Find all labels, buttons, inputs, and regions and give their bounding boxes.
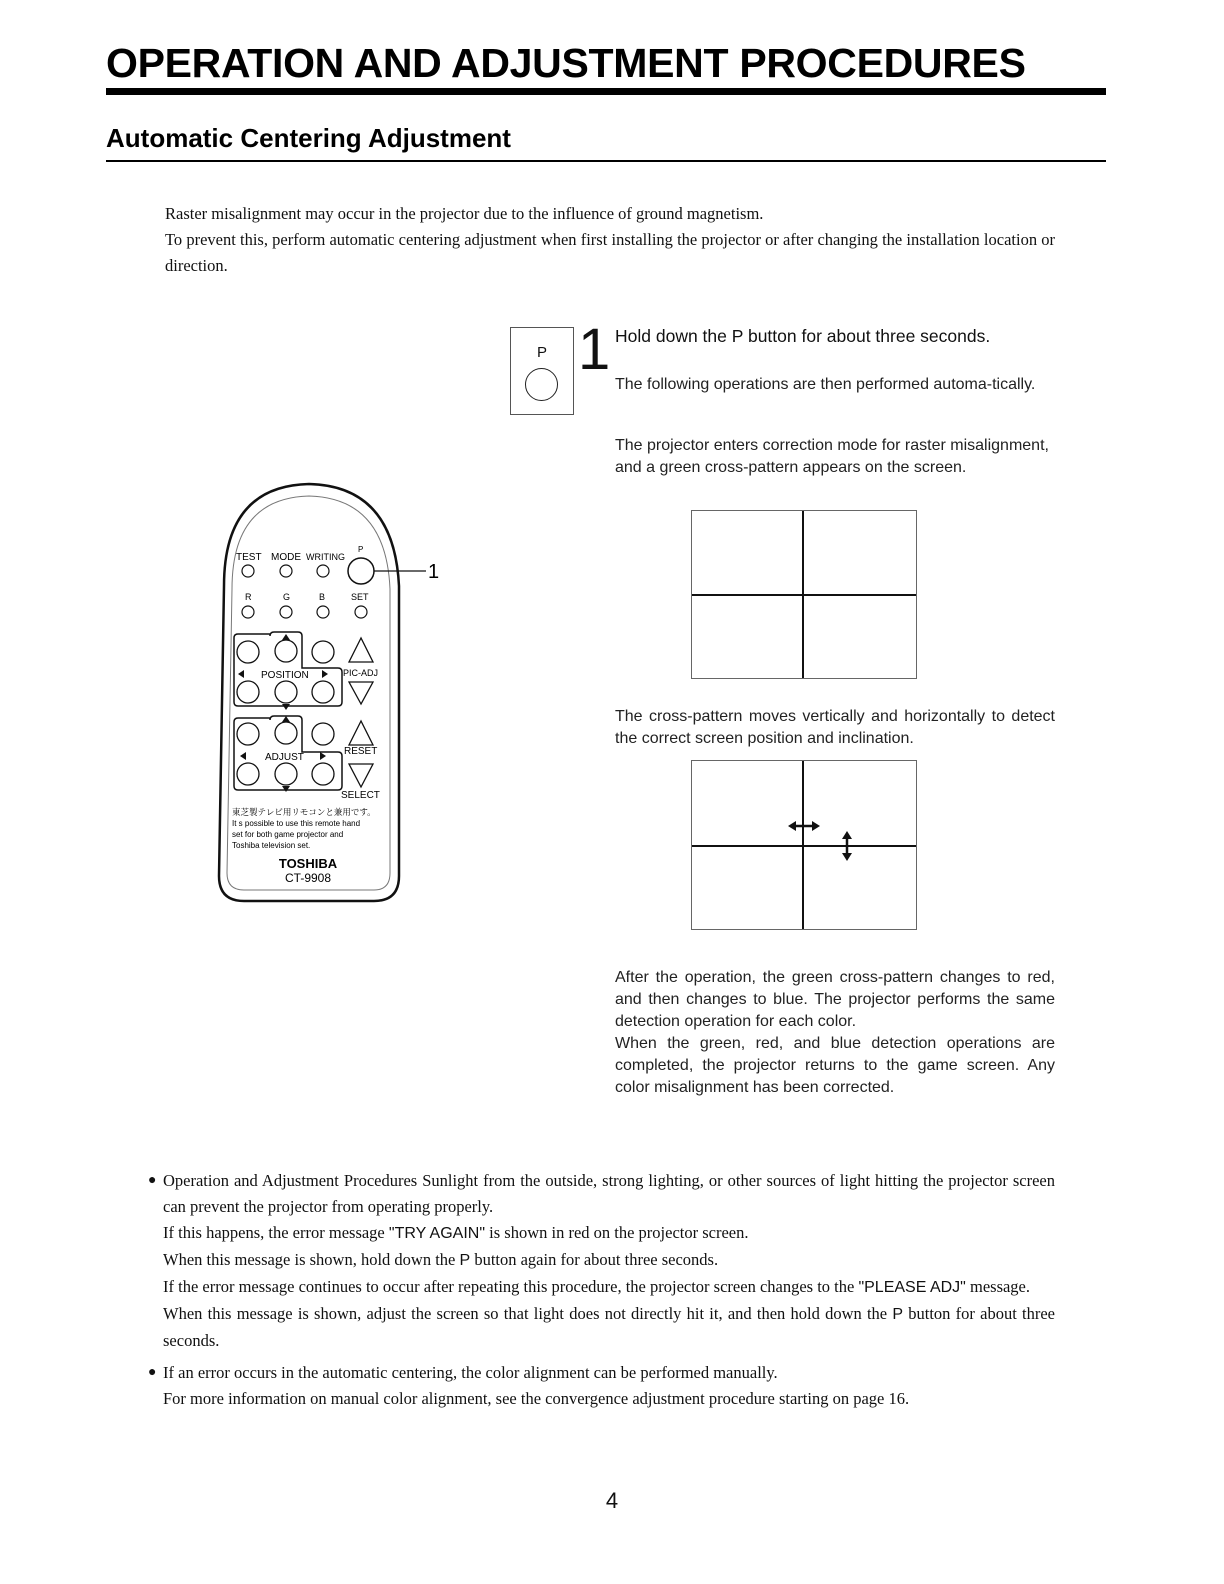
down-arrow-icon (282, 704, 290, 710)
adjust-label: ADJUST (265, 752, 304, 763)
test-button-icon (242, 565, 254, 577)
step-number: 1 (578, 317, 611, 382)
g-button-icon (280, 606, 292, 618)
down-arrow-icon (282, 786, 290, 792)
mode-button-icon (280, 565, 292, 577)
p-button-ref: P (892, 1306, 904, 1323)
remote-label-test: TEST (236, 552, 262, 563)
p-button-diagram (510, 327, 574, 415)
remote-japanese-note: 東芝製テレビ用リモコンと兼用です。 (232, 808, 376, 818)
bullet-icon: ● (148, 1365, 157, 1380)
remote-brand-logo: TOSHIBA (278, 856, 338, 871)
after-text-1: After the operation, the green cross-pattern changes to red, and then changes to blue. The projector performs the same detection operation for each color. (615, 969, 1055, 1030)
note-sunlight (148, 1168, 1055, 1354)
page-title: OPERATION AND ADJUSTMENT PROCEDURES (106, 40, 1026, 86)
position-up-button-icon (275, 640, 297, 662)
section-title: Automatic Centering Adjustment (106, 123, 511, 153)
right-arrow-icon (322, 670, 328, 678)
remote-english-note-1: It s possible to use this remote hand (232, 819, 361, 828)
adjust-upleft-button-icon (237, 723, 259, 745)
remote-english-note-2: set for both game projector and (232, 830, 344, 839)
p-button-ref: P (459, 1252, 471, 1269)
reset-label: RESET (344, 746, 378, 757)
step-description: The following operations are then performed automa-tically. (615, 376, 1036, 393)
adjust-up-button-icon (275, 722, 297, 744)
please-adj-message: "PLEASE ADJ" (858, 1279, 966, 1296)
set-button-icon (355, 606, 367, 618)
cross-pattern-diagram (692, 511, 916, 678)
right-arrow-icon (320, 752, 326, 760)
position-down-button-icon (275, 681, 297, 703)
pic-adj-down-icon (349, 682, 373, 704)
pic-adj-label: PIC-ADJ (343, 668, 379, 678)
p-button-remote-icon (348, 558, 374, 584)
page-number: 4 (605, 1488, 619, 1513)
note1-try-again: If this happens, the error message "TRY AGAIN" is shown in red on the projector screen. (163, 1223, 749, 1242)
position-label: POSITION (261, 670, 309, 681)
up-arrow-icon (282, 716, 290, 722)
left-arrow-icon (240, 752, 246, 760)
up-arrow-icon (282, 634, 290, 640)
remote-label-set: SET (351, 592, 369, 602)
note1-adjust: When this message is shown, adjust the screen so that light does not directly hit it, and then hold down the P button for about three seconds. (163, 1304, 1055, 1350)
remote-label-b: B (319, 592, 326, 602)
section-rule (106, 160, 1106, 162)
remote-label-mode: MODE (271, 552, 301, 563)
remote-label-p: P (358, 545, 364, 554)
step-heading: Hold down the P button for about three seconds. (615, 326, 991, 346)
position-cluster-outline (234, 632, 342, 706)
p-button-icon (525, 368, 558, 401)
position-right-button-icon (312, 681, 334, 703)
pic-adj-up-icon (349, 638, 373, 662)
remote-model: CT-9908 (284, 871, 332, 885)
note1-line1: Operation and Adjustment Procedures Sunlight from the outside, strong lighting, or other sources of light hitting the projector screen can prevent the projector from operating properly. (163, 1171, 1055, 1216)
title-rule (106, 88, 1106, 95)
r-button-icon (242, 606, 254, 618)
remote-control-diagram (214, 476, 454, 916)
cross-pattern-text: The cross-pattern moves vertically and horizontally to detect the correct screen position and inclination. (615, 708, 1055, 747)
note-manual-alignment (148, 1360, 1055, 1412)
intro-line-2: To prevent this, perform automatic centering adjustment when first installing the projector or after changing the installation location or direction. (165, 230, 1055, 275)
callout-number: 1 (428, 561, 440, 583)
position-upleft-button-icon (237, 641, 259, 663)
p-button-label: P (536, 344, 547, 361)
after-text-2: When the green, red, and blue detection operations are completed, the projector returns to the game screen. Any color misalignment has been corrected. (615, 1035, 1055, 1096)
note1-hold: When this message is shown, hold down the P button again for about three seconds. (163, 1250, 719, 1269)
select-label: SELECT (341, 790, 380, 801)
adjust-right-button-icon (312, 763, 334, 785)
remote-label-g: G (283, 592, 291, 602)
note1-continue: If the error message continues to occur after repeating this procedure, the projector screen changes to the "PLEASE ADJ" message. (163, 1277, 1031, 1296)
cross-pattern-moving-diagram (692, 761, 916, 929)
adjust-left-button-icon (237, 763, 259, 785)
notes-section (148, 1168, 1055, 1412)
note2-line1: If an error occurs in the automatic centering, the color alignment can be performed manually. (163, 1363, 778, 1382)
try-again-message: "TRY AGAIN" (388, 1225, 486, 1242)
note2-line2: For more information on manual color alignment, see the convergence adjustment procedure starting on page 16. (163, 1389, 910, 1408)
intro-text (165, 201, 1055, 279)
cross-pattern-screen (691, 510, 917, 679)
remote-label-r: R (245, 592, 252, 602)
after-operation-text (615, 967, 1055, 1099)
select-down-icon (349, 764, 373, 787)
writing-button-icon (317, 565, 329, 577)
adjust-upright-button-icon (312, 723, 334, 745)
b-button-icon (317, 606, 329, 618)
position-left-button-icon (237, 681, 259, 703)
correction-mode-text: The projector enters correction mode for raster misalignment, and a green cross-pattern appears on the screen. (615, 437, 1049, 476)
bullet-icon: ● (148, 1173, 157, 1188)
cross-pattern-moving-screen (691, 760, 917, 930)
remote-label-writing: WRITING (306, 552, 345, 562)
intro-line-1: Raster misalignment may occur in the projector due to the influence of ground magnetism. (165, 204, 764, 223)
left-arrow-icon (238, 670, 244, 678)
reset-up-icon (349, 721, 373, 745)
adjust-down-button-icon (275, 763, 297, 785)
position-upright-button-icon (312, 641, 334, 663)
remote-english-note-3: Toshiba television set. (232, 841, 311, 850)
